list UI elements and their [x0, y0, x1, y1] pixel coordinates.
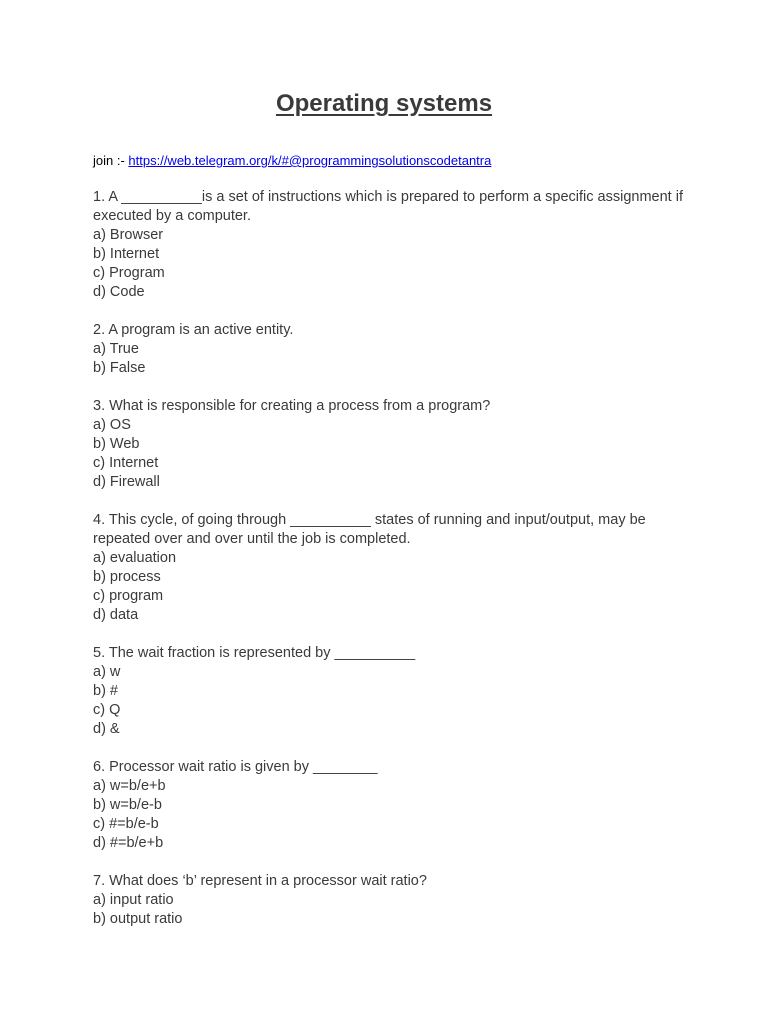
option-c: c) Internet: [93, 455, 159, 471]
option-c: c) Q: [93, 702, 121, 718]
option-c: c) Program: [93, 265, 165, 281]
option-d: d) &: [93, 721, 120, 737]
telegram-link[interactable]: https://web.telegram.org/k/#@programmingsolutionscodetantra: [128, 153, 492, 168]
question-text: 7. What does ‘b’ represent in a processor wait ratio?: [93, 873, 427, 889]
option-b: b) Internet: [93, 246, 160, 262]
option-a: a) input ratio: [93, 892, 174, 908]
question-6: [93, 758, 693, 853]
page-title: Operating systems: [275, 90, 493, 117]
option-b: b) Web: [93, 436, 140, 452]
question-text: 6. Processor wait ratio is given by ________: [93, 759, 378, 775]
question-2: [93, 321, 693, 378]
option-b: b) process: [93, 569, 161, 585]
option-c: c) program: [93, 588, 164, 604]
question-4: [93, 511, 693, 625]
option-d: d) Firewall: [93, 474, 160, 490]
option-a: a) OS: [93, 417, 131, 433]
question-text: 5. The wait fraction is represented by __________: [93, 645, 416, 661]
question-text: 4. This cycle, of going through __________ states of running and input/output, may be repeated over and over until the job is completed.: [93, 512, 646, 547]
question-3: [93, 397, 693, 492]
option-b: b) w=b/e-b: [93, 797, 162, 813]
question-text: 3. What is responsible for creating a process from a program?: [93, 398, 491, 414]
option-a: a) Browser: [93, 227, 164, 243]
question-text: 2. A program is an active entity.: [93, 322, 294, 338]
question-list: [93, 188, 693, 948]
option-a: a) w: [93, 664, 121, 680]
option-d: d) data: [93, 607, 139, 623]
option-a: a) w=b/e+b: [93, 778, 166, 794]
option-b: b) #: [93, 683, 118, 699]
option-b: b) output ratio: [93, 911, 183, 927]
option-a: a) evaluation: [93, 550, 177, 566]
option-a: a) True: [93, 341, 139, 357]
option-c: c) #=b/e-b: [93, 816, 159, 832]
join-line: [93, 151, 491, 171]
option-d: d) Code: [93, 284, 145, 300]
question-1: [93, 188, 693, 302]
join-prefix: join :-: [93, 153, 129, 168]
question-5: [93, 644, 693, 739]
question-7: [93, 872, 693, 929]
option-b: b) False: [93, 360, 146, 376]
option-d: d) #=b/e+b: [93, 835, 164, 851]
question-text: 1. A __________is a set of instructions which is prepared to perform a specific assignment if executed by a computer.: [93, 189, 683, 224]
